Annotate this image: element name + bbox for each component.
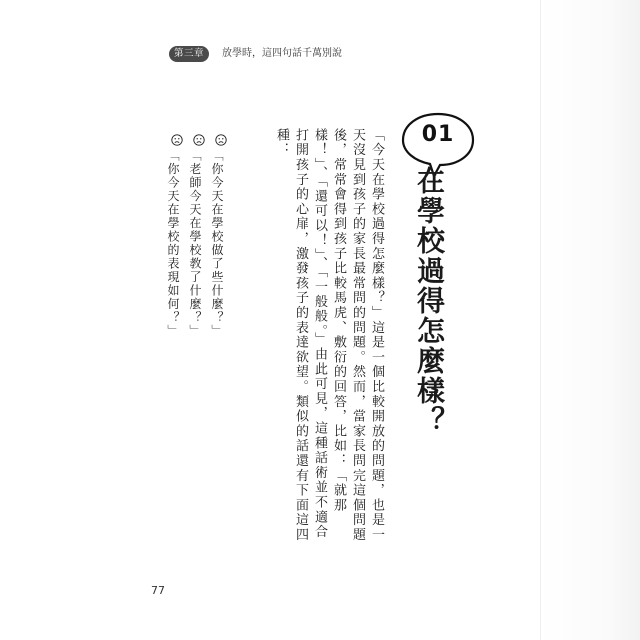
- chapter-badge: 第三章: [169, 46, 209, 62]
- running-header-title: 放學時，這四句話千萬別說: [222, 48, 342, 59]
- page-number: 77: [151, 584, 165, 597]
- body-paragraph: [256, 128, 386, 548]
- example-question-text: 「老師今天在學校教了什麼？」: [188, 149, 202, 338]
- page-edge-shadow: [540, 0, 640, 640]
- body-paragraph-text: 「今天在學校過得怎麼樣？」這是一個比較開放的問題，也是一天沒見到孩子的家長最常問的問題。然而，當家長問完這個問題後，常常會得到孩子比較馬虎、敷衍的回答，比如：「就那樣！」、「還可以！」、「一般般。」由此可見，這種話術並不適合打開孩子的心扉，激發孩子的表達欲望。類似的話還有下面這四種：: [274, 128, 384, 543]
- example-question-item: [206, 134, 228, 364]
- example-question-text: 「你今天在學校的表現如何？」: [166, 149, 180, 338]
- page-edge-line: [540, 0, 541, 640]
- example-question-item: [184, 134, 206, 364]
- section-title: 在學校過得怎麼樣？: [413, 166, 446, 436]
- sad-face-icon: [171, 134, 183, 146]
- sad-face-icon: [215, 134, 227, 146]
- example-question-list: [162, 134, 228, 364]
- example-question-item: [162, 134, 184, 364]
- sad-face-icon: [193, 134, 205, 146]
- section-number: 01: [421, 122, 455, 147]
- example-question-text: 「你今天在學校做了些什麼？」: [210, 149, 224, 338]
